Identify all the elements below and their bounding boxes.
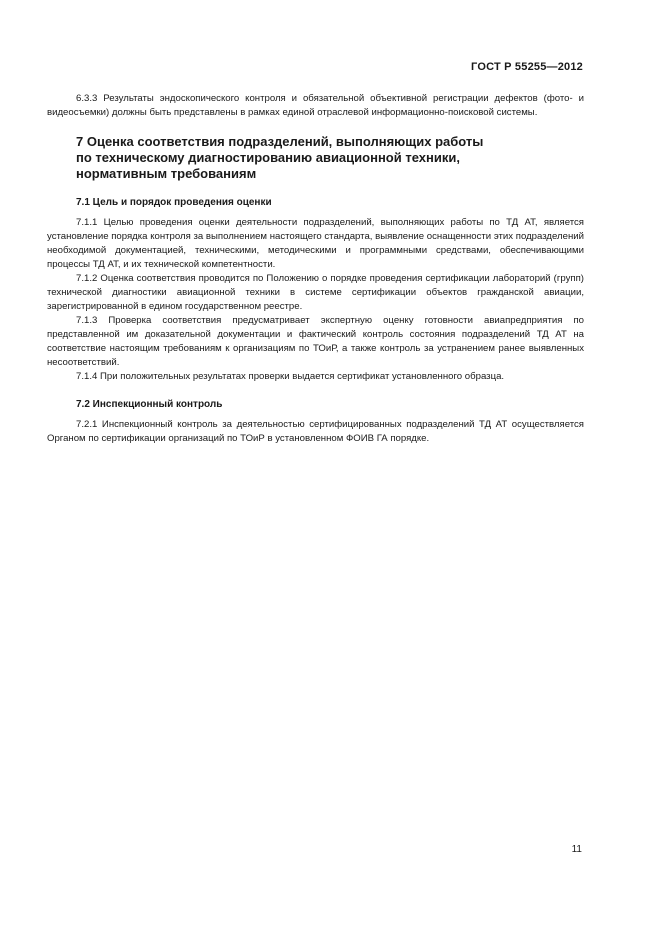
paragraph-7-1-2: 7.1.2 Оценка соответствия проводится по Положению о порядке проведения сертификации лабораторий (групп) технической диагностики авиационной техники в системе сертификации объектов гражданской авиации, зарегистрированной в едином государственном реестре.	[47, 273, 584, 312]
paragraph-7-2-1: 7.2.1 Инспекционный контроль за деятельностью сертифицированных подразделений ТД АТ осуществляется Органом по сертификации организаций по ТОиР в установленном ФОИВ ГА порядке.	[47, 419, 584, 444]
section-7-title-line-3: нормативным требованиям	[76, 166, 257, 181]
subsection-7-2-title: 7.2 Инспекционный контроль	[76, 399, 223, 410]
paragraph-7-1-1: 7.1.1 Целью проведения оценки деятельности подразделений, выполняющих работы по ТД АТ, является установление порядка контроля за выполнением настоящего стандарта, выявление оснащенности этих подразделений необходимой документацией, техническими, методическими и программными средствами, обеспечивающими процессы ТД АТ, и их технической компетентности.	[47, 217, 584, 270]
subsection-7-1-title: 7.1 Цель и порядок проведения оценки	[76, 197, 272, 208]
standard-id: ГОСТ Р 55255—2012	[471, 61, 583, 73]
document-body	[47, 92, 584, 446]
section-7-title-line-1: 7 Оценка соответствия подразделений, выполняющих работы	[76, 134, 484, 149]
paragraph-6-3-3: 6.3.3 Результаты эндоскопического контроля и обязательной объективной регистрации дефектов (фото- и видеосъемки) должны быть представлены в рамках единой отраслевой информационно-поисковой системы.	[47, 93, 584, 118]
paragraph-7-1-3: 7.1.3 Проверка соответствия предусматривает экспертную оценку готовности авиапредприятия по представленной им доказательной документации и фактический контроль состояния подразделений ТД АТ на соответствие настоящим требованиям к организациям по ТОиР, а также контроль за устранением ранее выявленных несоответствий.	[47, 315, 584, 368]
page-number: 11	[571, 844, 582, 855]
section-7-title	[47, 134, 584, 182]
section-7-title-line-2: по техническому диагностированию авиационной техники,	[76, 150, 460, 165]
paragraph-7-1-4: 7.1.4 При положительных результатах проверки выдается сертификат установленного образца.	[76, 371, 505, 382]
